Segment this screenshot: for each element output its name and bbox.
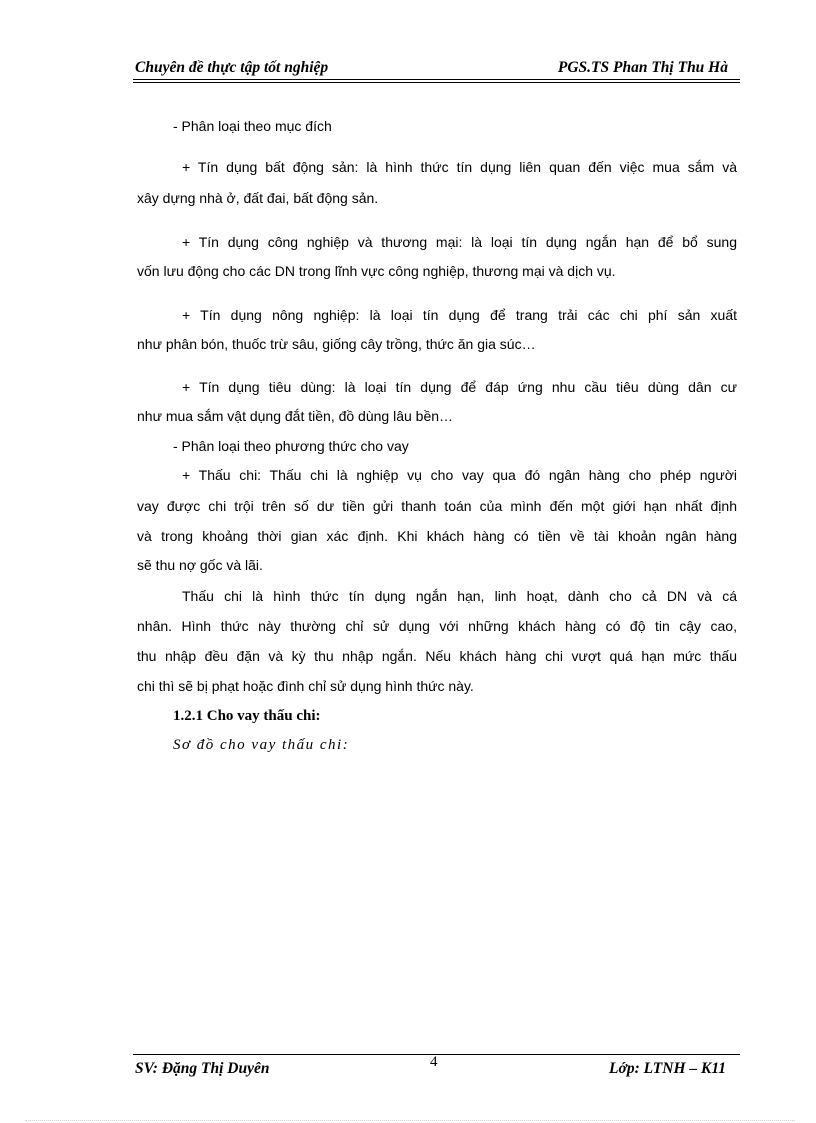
footer-student-name: SV: Đặng Thị Duyên [135,1060,270,1077]
paragraph-overdraft-cont-1: vay được chi trội trên số dư tiền gửi thanh toán của mình đến một giới hạn nhất định [137,498,737,514]
header-doc-title: Chuyên đề thực tập tốt nghiệp [135,59,329,76]
paragraph-overdraft-cont-3: sẽ thu nợ gốc và lãi. [137,557,263,573]
paragraph-industrial-credit-cont: vốn lưu động cho các DN trong lĩnh vực công nghiệp, thương mại và dịch vụ. [137,263,616,279]
footer-class: Lớp: LTNH – K11 [609,1060,726,1077]
paragraph-overdraft: + Thấu chi: Thấu chi là nghiệp vụ cho vay qua đó ngân hàng cho phép người [182,467,737,483]
header-rule [133,82,740,83]
page-bottom-border [25,1120,795,1121]
diagram-caption: Sơ đồ cho vay thấu chi: [173,737,350,753]
paragraph-consumer-credit-cont: như mua sắm vật dụng đắt tiền, đồ dùng lâu bền… [137,408,454,424]
page-footer [133,1054,740,1079]
paragraph-consumer-credit: + Tín dụng tiêu dùng: là loại tín dụng để đáp ứng nhu cầu tiêu dùng dân cư [182,379,737,395]
paragraph-real-estate-credit-cont: xây dựng nhà ở, đất đai, bất động sản. [137,190,379,206]
paragraph-agricultural-credit: + Tín dụng nông nghiệp: là loại tín dụng để trang trải các chi phí sản xuất [182,307,737,323]
paragraph-overdraft-desc-cont-3: chi thì sẽ bị phạt hoặc đình chỉ sử dụng hình thức này. [137,678,474,694]
section-heading-overdraft-loan: 1.2.1 Cho vay thấu chi: [173,708,321,724]
paragraph-agricultural-credit-cont: như phân bón, thuốc trừ sâu, giống cây trồng, thức ăn gia súc… [137,336,536,352]
paragraph-overdraft-desc-cont-1: nhân. Hình thức này thường chỉ sử dụng với những khách hàng có độ tin cậy cao, [137,618,737,634]
paragraph-overdraft-cont-2: và trong khoảng thời gian xác định. Khi khách hàng có tiền về tài khoản ngân hàng [137,528,737,544]
paragraph-overdraft-desc-cont-2: thu nhập đều đặn và kỳ thu nhập ngắn. Nếu khách hàng chi vượt quá hạn mức thấu [137,648,737,664]
paragraph-industrial-credit: + Tín dụng công nghiệp và thương mại: là loại tín dụng ngắn hạn để bổ sung [182,234,737,250]
paragraph-classification-method: - Phân loại theo phương thức cho vay [173,438,409,454]
page-header [133,57,740,80]
header-supervisor: PGS.TS Phan Thị Thu Hà [557,59,728,76]
page-number: 4 [430,1054,438,1070]
paragraph-real-estate-credit: + Tín dụng bất động sản: là hình thức tín dụng liên quan đến việc mua sắm và [182,159,737,175]
paragraph-classification-purpose: - Phân loại theo mục đích [173,118,332,134]
paragraph-overdraft-desc: Thấu chi là hình thức tín dụng ngắn hạn, linh hoạt, dành cho cả DN và cá [182,588,737,604]
